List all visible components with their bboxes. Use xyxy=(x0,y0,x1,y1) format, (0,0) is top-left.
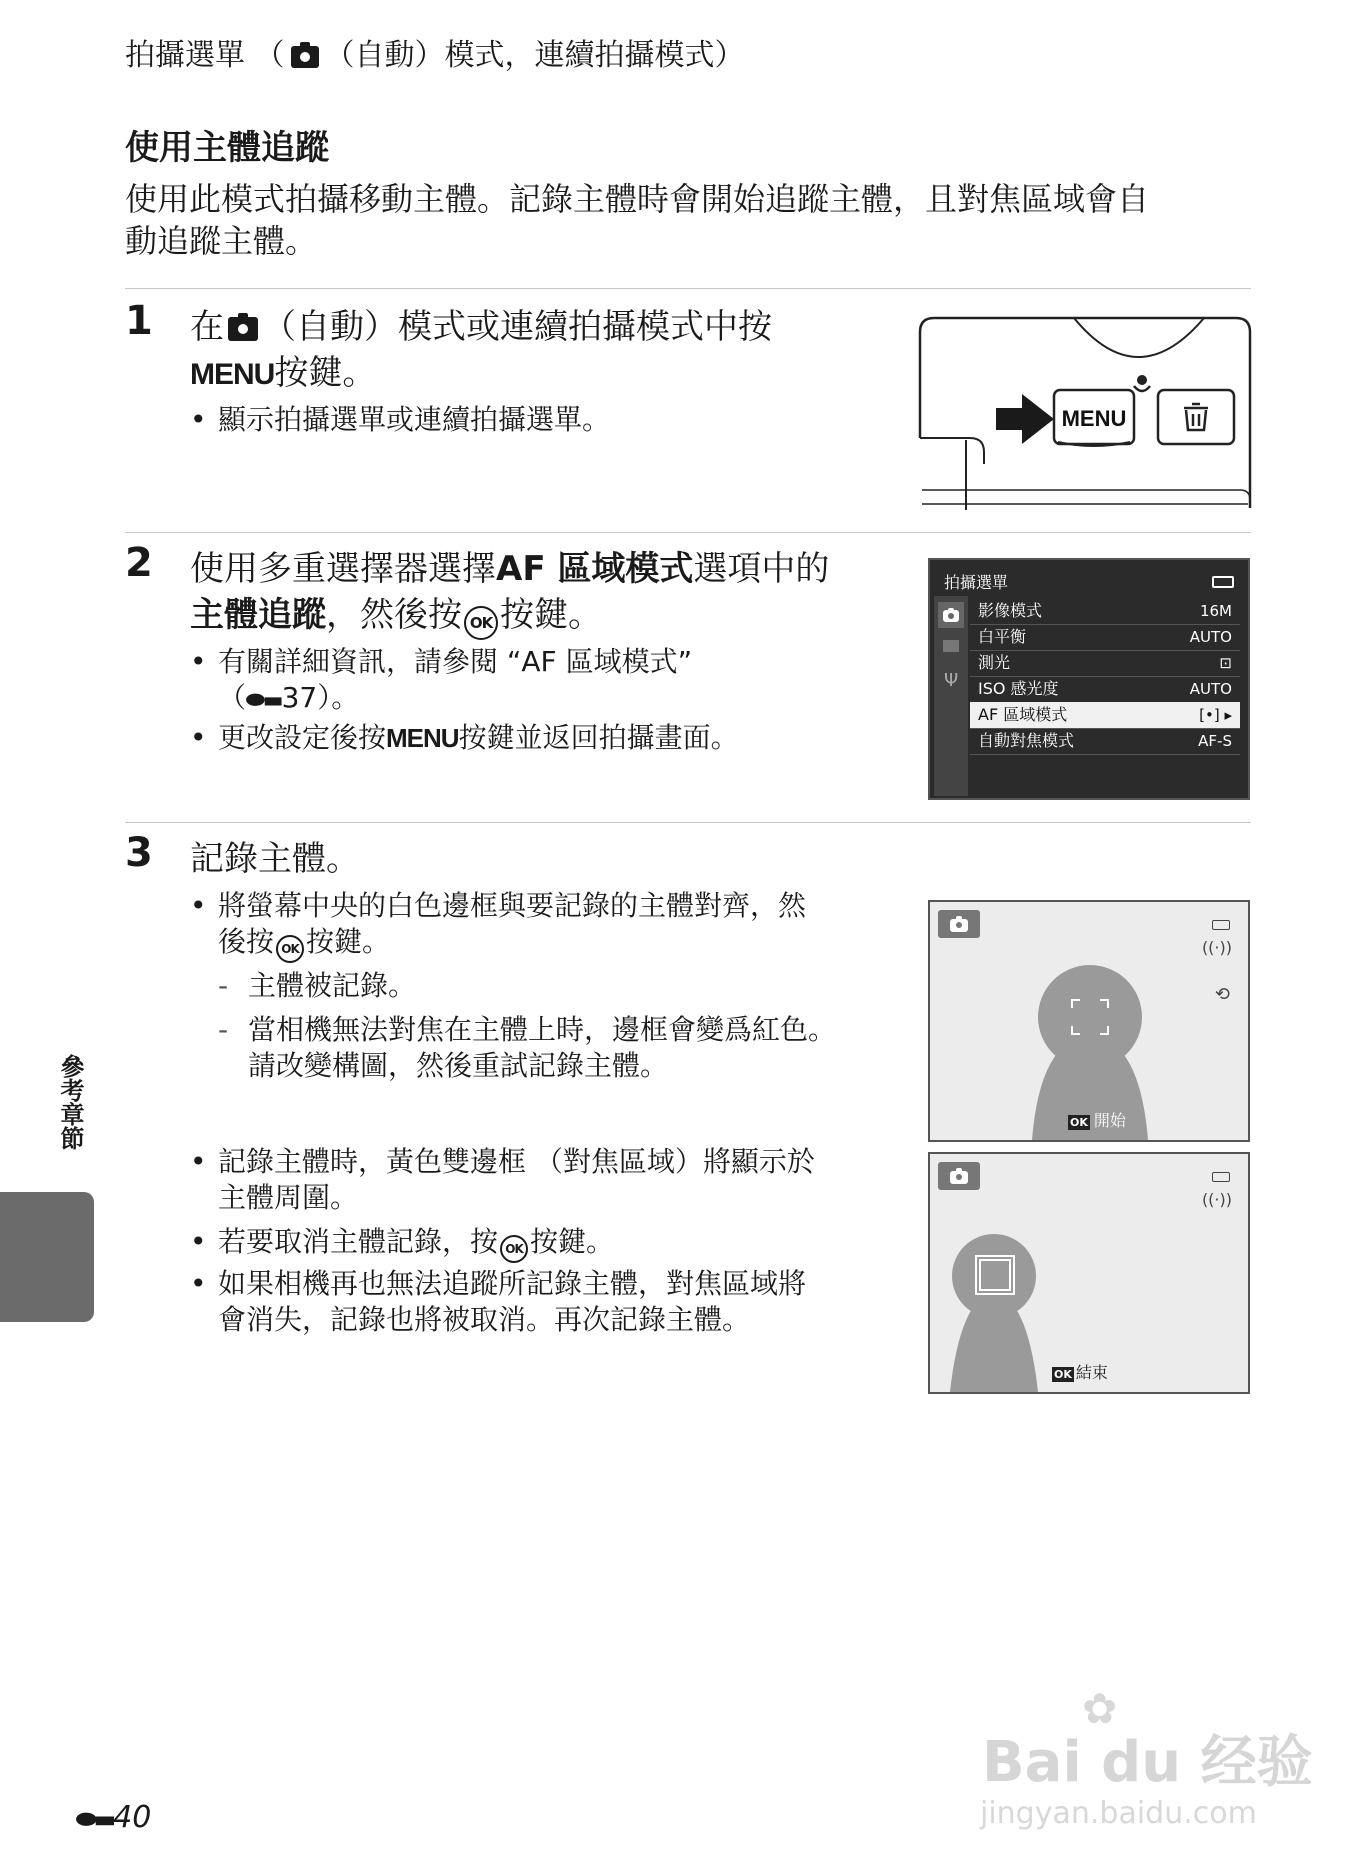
movie-tab-icon xyxy=(943,640,959,652)
setup-tab-icon: Ψ xyxy=(944,670,959,691)
focus-icon: ⟲ xyxy=(1214,984,1230,1005)
step1-line1: 在 （自動）模式或連續拍攝模式中按 xyxy=(190,307,772,347)
macro-icon xyxy=(1134,375,1150,391)
menu-title: 拍攝選單 xyxy=(944,573,1009,592)
section-title: 使用主體追蹤 xyxy=(125,128,329,168)
menu-button-label: MENU xyxy=(386,723,459,753)
menu-button: MENU xyxy=(1061,406,1127,431)
af-area-mode-term: AF 區域模式 xyxy=(496,549,694,589)
subject-silhouette xyxy=(930,1154,1248,1392)
step3-number: 3 xyxy=(125,830,153,876)
step2-number: 2 xyxy=(125,540,153,586)
watermark-url: jingyan.baidu.com xyxy=(980,1796,1257,1831)
ok-start-label: OK 開始 xyxy=(1070,1111,1126,1130)
menu-row[interactable]: ISO 感光度 AUTO xyxy=(970,676,1240,703)
camera-icon xyxy=(291,42,319,68)
menu-tab-bar xyxy=(934,596,968,796)
divider xyxy=(125,532,1251,533)
menu-row-selected[interactable]: AF 區域模式 [•] ▸ xyxy=(970,702,1240,729)
menu-button-label: MENU xyxy=(190,358,275,391)
page-header xyxy=(125,36,745,76)
subject-silhouette xyxy=(930,902,1248,1140)
camera-back-illustration xyxy=(918,316,1252,516)
shooting-menu-screen xyxy=(928,558,1250,800)
side-tab-label: 參考章節 xyxy=(56,1054,84,1150)
menu-row[interactable]: 測光 ⊡ xyxy=(970,650,1240,677)
header-prefix: 拍攝選單 （ xyxy=(125,38,285,73)
menu-row[interactable]: 白平衡 AUTO xyxy=(970,624,1240,651)
divider xyxy=(125,288,1251,289)
baidu-watermark-logo: Bai du 经验 xyxy=(982,1730,1313,1795)
section-intro-line2: 動追蹤主體。 xyxy=(125,222,318,260)
divider xyxy=(125,822,1251,823)
camera-icon xyxy=(228,313,258,341)
section-intro-line1: 使用此模式拍攝移動主體。記錄主體時會開始追蹤主體，且對焦區域會自 xyxy=(125,180,1150,218)
header-suffix: （自動）模式，連續拍攝模式） xyxy=(324,38,745,73)
vr-icon: ((·)) xyxy=(1201,938,1232,957)
paw-icon: ✿ xyxy=(1082,1684,1118,1733)
step2-line1: 使用多重選擇器選擇AF 區域模式選項中的 xyxy=(190,549,830,589)
step1-number: 1 xyxy=(125,298,153,344)
pointer-arrow-icon xyxy=(996,394,1054,444)
reference-icon: ⬬▬ xyxy=(76,1805,114,1833)
vr-icon: ((·)) xyxy=(1201,1190,1232,1209)
camera-tab-icon xyxy=(938,602,964,628)
menu-row[interactable]: 影像模式 16M xyxy=(970,598,1240,625)
step3-title: 記錄主體。 xyxy=(190,839,360,879)
lcd-screen-start xyxy=(928,900,1250,1142)
page-number: ⬬▬40 xyxy=(76,1800,152,1835)
step2-line2: 主體追蹤，然後按 OK 按鍵。 xyxy=(190,592,602,640)
ok-end-label: OK 結束 xyxy=(1054,1363,1108,1382)
ok-button-icon: OK xyxy=(500,1235,528,1263)
side-tab-marker xyxy=(0,1192,94,1322)
ok-button-icon: OK xyxy=(276,935,304,963)
ok-button-icon: OK xyxy=(464,606,498,640)
menu-row[interactable]: 自動對焦模式 AF-S xyxy=(970,728,1240,755)
subject-tracking-term: 主體追蹤 xyxy=(190,595,326,635)
step1-line2: MENU按鍵。 xyxy=(190,353,377,393)
lcd-screen-end xyxy=(928,1152,1250,1394)
battery-icon xyxy=(1212,576,1234,588)
reference-icon: ⬬▬ xyxy=(246,688,282,713)
